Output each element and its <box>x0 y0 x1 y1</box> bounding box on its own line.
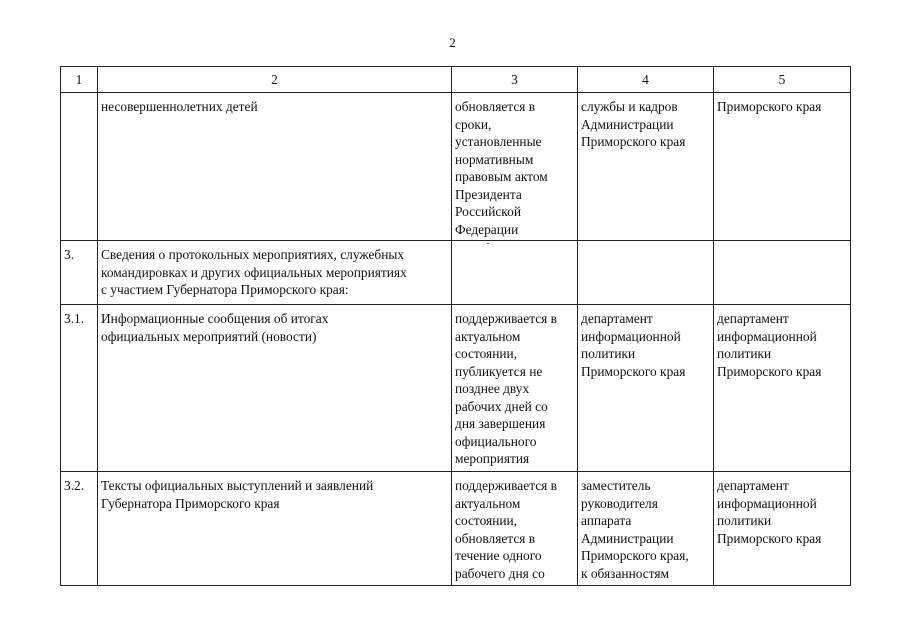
table-row <box>61 241 851 305</box>
column-number-3: 3 <box>452 67 578 93</box>
update-period-cell <box>452 241 578 305</box>
row-number-cell: 3. <box>61 241 98 305</box>
update-period-cell: поддерживается в актуальном состоянии, публикуется не позднее двух рабочих дней со дня завершения официального мероприятия <box>452 305 578 472</box>
table-row <box>61 305 851 472</box>
description-cell: Информационные сообщения об итогах официальных мероприятий (новости) <box>98 305 452 472</box>
publisher-cell: департамент информационной политики Приморского края <box>714 472 851 586</box>
update-period-cell: поддерживается в актуальном состоянии, обновляется в течение одного рабочего дня со <box>452 472 578 586</box>
column-number-1: 1 <box>61 67 98 93</box>
responsible-unit-cell: заместитель руководителя аппарата Администрации Приморского края, к обязанностям <box>578 472 714 586</box>
table-row <box>61 93 851 241</box>
description-cell: несовершеннолетних детей <box>98 93 452 241</box>
information-table <box>60 66 851 586</box>
publisher-cell <box>714 241 851 305</box>
update-period-cell: обновляется в сроки, установленные нормативным правовым актом Президента Российской Федерации <box>452 93 578 241</box>
page-number: 2 <box>449 35 456 50</box>
column-number-2: 2 <box>98 67 452 93</box>
publisher-cell: Приморского края <box>714 93 851 241</box>
description-cell: Тексты официальных выступлений и заявлений Губернатора Приморского края <box>98 472 452 586</box>
scan-speck <box>487 243 489 244</box>
table-header-row <box>61 67 851 93</box>
row-number-cell: 3.2. <box>61 472 98 586</box>
column-number-5: 5 <box>714 67 851 93</box>
publisher-cell: департамент информационной политики Приморского края <box>714 305 851 472</box>
responsible-unit-cell <box>578 241 714 305</box>
row-number-cell: 3.1. <box>61 305 98 472</box>
column-number-4: 4 <box>578 67 714 93</box>
table-row <box>61 472 851 586</box>
responsible-unit-cell: службы и кадров Администрации Приморского края <box>578 93 714 241</box>
responsible-unit-cell: департамент информационной политики Приморского края <box>578 305 714 472</box>
row-number-cell <box>61 93 98 241</box>
description-cell: Сведения о протокольных мероприятиях, служебных командировках и других официальных мероприятиях с участием Губернатора Приморского края: <box>98 241 452 305</box>
